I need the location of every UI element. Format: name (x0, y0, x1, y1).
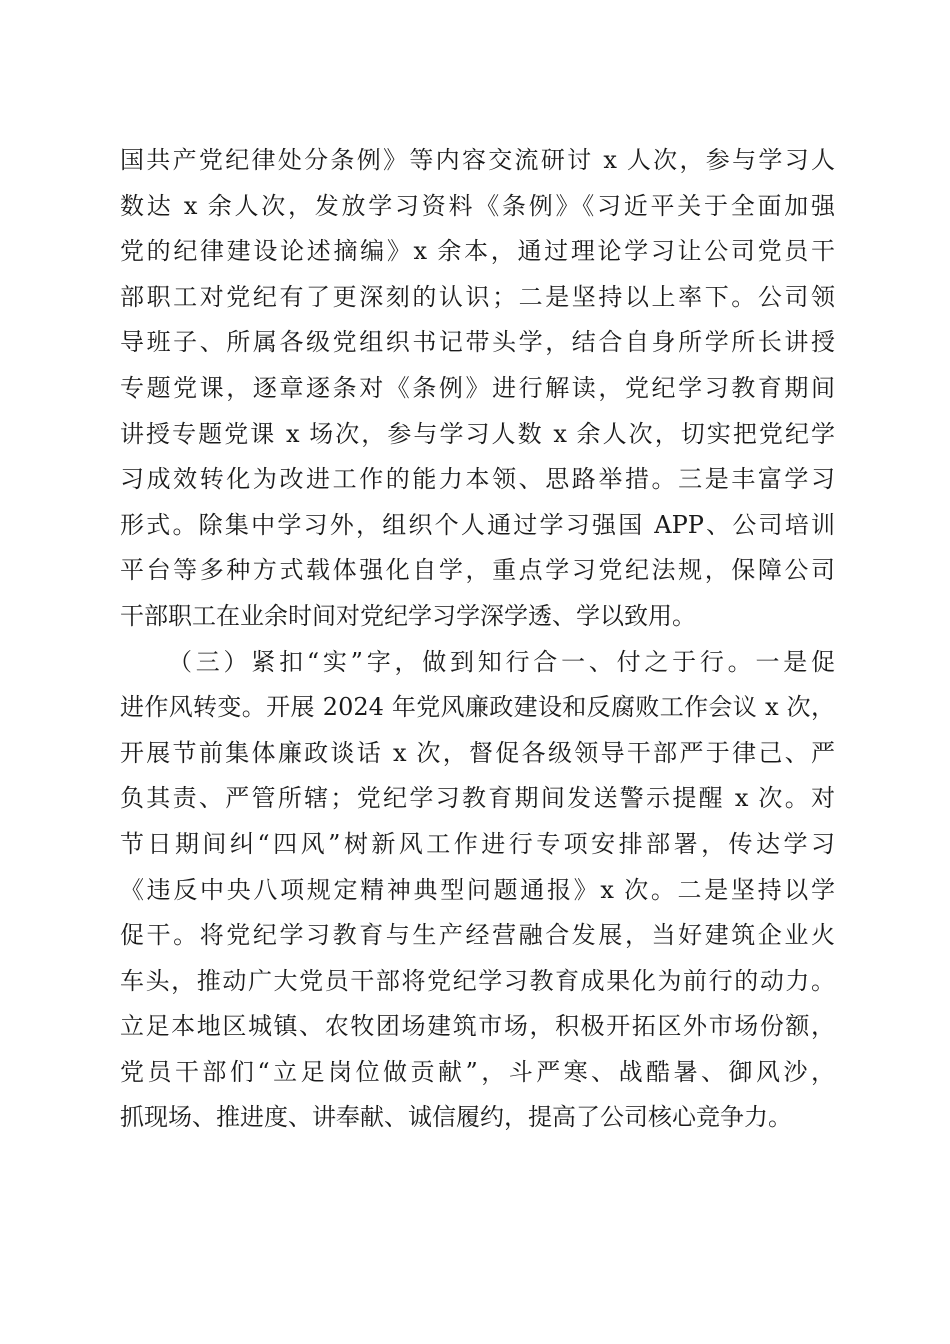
text-line: 党的纪律建设论述摘编》x 余本，通过理论学习让公司党员干 (120, 237, 835, 266)
text-line: 促干。将党纪学习教育与生产经营融合发展，当好建筑企业火 (120, 921, 835, 950)
paragraph-2 (120, 640, 835, 1142)
text-line: 专题党课，逐章逐条对《条例》进行解读，党纪学习教育期间 (120, 373, 835, 402)
text-line: 数达 x 余人次，发放学习资料《条例》《习近平关于全面加强 (120, 191, 835, 220)
paragraph-1 (120, 138, 835, 640)
document-page (120, 138, 835, 1141)
text-line: 抓现场、推进度、讲奉献、诚信履约，提高了公司核心竞争力。 (120, 1103, 792, 1132)
text-line: 节日期间纠“四风”树新风工作进行专项安排部署，传达学习 (120, 829, 835, 858)
text-line: 习成效转化为改进工作的能力本领、思路举措。三是丰富学习 (120, 465, 835, 494)
text-line: （三）紧扣“实”字，做到知行合一、付之于行。一是促 (168, 647, 835, 676)
text-line: 干部职工在业余时间对党纪学习学深学透、学以致用。 (120, 601, 696, 630)
text-line: 立足本地区城镇、农牧团场建筑市场，积极开拓区外市场份额， (120, 1012, 835, 1041)
text-line: 开展节前集体廉政谈话 x 次，督促各级领导干部严于律己、严 (120, 738, 835, 767)
text-line: 党员干部们“立足岗位做贡献”，斗严寒、战酷暑、御风沙， (120, 1057, 835, 1086)
text-line: 讲授专题党课 x 场次，参与学习人数 x 余人次，切实把党纪学 (120, 419, 835, 448)
text-line: 导班子、所属各级党组织书记带头学，结合自身所学所长讲授 (120, 328, 835, 357)
text-line: 负其责、严管所辖；党纪学习教育期间发送警示提醒 x 次。对 (120, 784, 835, 813)
text-line: 《违反中央八项规定精神典型问题通报》x 次。二是坚持以学 (120, 875, 835, 904)
text-line: 进作风转变。开展 2024 年党风廉政建设和反腐败工作会议 x 次， (120, 693, 835, 722)
text-line: 形式。除集中学习外，组织个人通过学习强国 APP、公司培训 (120, 510, 835, 539)
text-line: 国共产党纪律处分条例》等内容交流研讨 x 人次，参与学习人 (120, 146, 835, 174)
text-line: 部职工对党纪有了更深刻的认识；二是坚持以上率下。公司领 (120, 282, 835, 311)
text-line: 平台等多种方式载体强化自学，重点学习党纪法规，保障公司 (120, 556, 835, 585)
text-line: 车头，推动广大党员干部将党纪学习教育成果化为前行的动力。 (120, 966, 835, 995)
